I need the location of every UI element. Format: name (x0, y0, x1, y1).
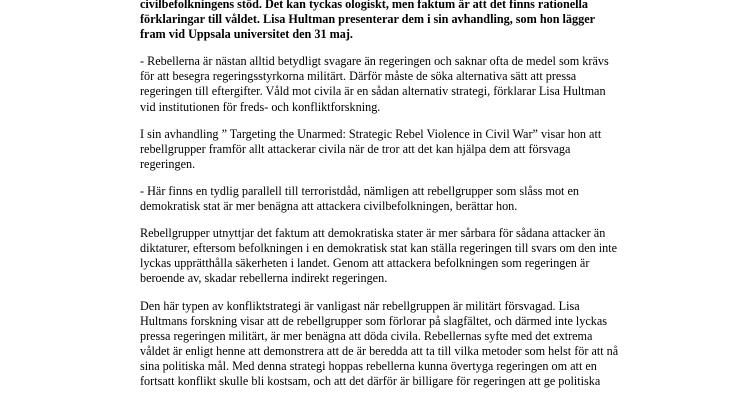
lead-line: civilbefolkningens stöd. Det kan tyckas ologiskt, men faktum är att det finns rationella (140, 0, 589, 11)
paragraph-conflict-strategy (140, 299, 680, 390)
paragraph-democracies-vulnerable (140, 226, 680, 286)
text-line: vid institutionen för freds- och konfliktforskning. (140, 99, 381, 114)
text-line: lyckas upprätthålla säkerheten i landet. Genom att attackera befolkningen som regeringen är (140, 256, 590, 271)
text-line: fortsatt konflikt skulle bli kostsam, och att det därför är billigare för regeringen att ge politiska (140, 373, 601, 388)
text-line: demokratisk stat är mer benägna att attackera civilbefolkningen, berättar hon. (140, 199, 518, 214)
paragraph-terror-parallel (140, 184, 680, 214)
text-line: regeringen till eftergifter. Våld mot civila är en sådan alternativ strategi, förklarar Lisa Hultman (140, 84, 606, 99)
lead-paragraph (140, 0, 680, 42)
paragraph-quote-rebels-weaker (140, 54, 680, 114)
text-line: Hultmans forskning visar att de rebellgrupper som förlorar på slagfältet, och därmed inte lyckas (140, 313, 608, 328)
text-line: - Rebellerna är nästan alltid betydligt svagare än regeringen och saknar ofta de medel som krävs (140, 54, 609, 69)
text-line: Den här typen av konfliktstrategi är vanligast när rebellgruppen är militärt försvagad. Lisa (140, 298, 580, 313)
text-line: för att besegra regeringsstyrkorna militärt. Därför måste de söka alternativa sätt att pressa (140, 69, 577, 84)
lead-line: fram vid Uppsala universitet den 31 maj. (140, 27, 353, 42)
lead-line: förklaringar till våldet. Lisa Hultman presenterar dem i sin avhandling, som hon lägger (140, 12, 596, 27)
text-line: rebellgrupper framför allt attackerar civila när de tror att det kan hjälpa dem att försvaga (140, 141, 571, 156)
text-line: I sin avhandling ” Targeting the Unarmed: Strategic Rebel Violence in Civil War” visar hon att (140, 126, 602, 141)
text-line: regeringen. (140, 156, 196, 171)
text-line: Rebellgrupper utnyttjar det faktum att demokratiska stater är mer sårbara för sådana attacker än (140, 226, 606, 241)
article-body (140, 0, 680, 401)
text-line: våldet är enligt henne att demonstrera att de är beredda att ta till vilka metoder som helst för att nå (140, 343, 619, 358)
paragraph-thesis-title (140, 127, 680, 172)
text-line: sina politiska mål. Med denna strategi hoppas rebellerna kunna övertyga regeringen om att en (140, 358, 597, 373)
text-line: pressa regeringen militärt, är mer benägna att döda civila. Rebellernas syfte med det extrema (140, 328, 593, 343)
text-line: beroende av, skadar rebellerna indirekt regeringen. (140, 271, 388, 286)
text-line: diktaturer, eftersom befolkningen i en demokratisk stat kan ställa regeringen till svars om den inte (140, 241, 618, 256)
text-line: - Här finns en tydlig parallell till terroristdåd, nämligen att rebellgrupper som slåss mot en (140, 183, 579, 198)
